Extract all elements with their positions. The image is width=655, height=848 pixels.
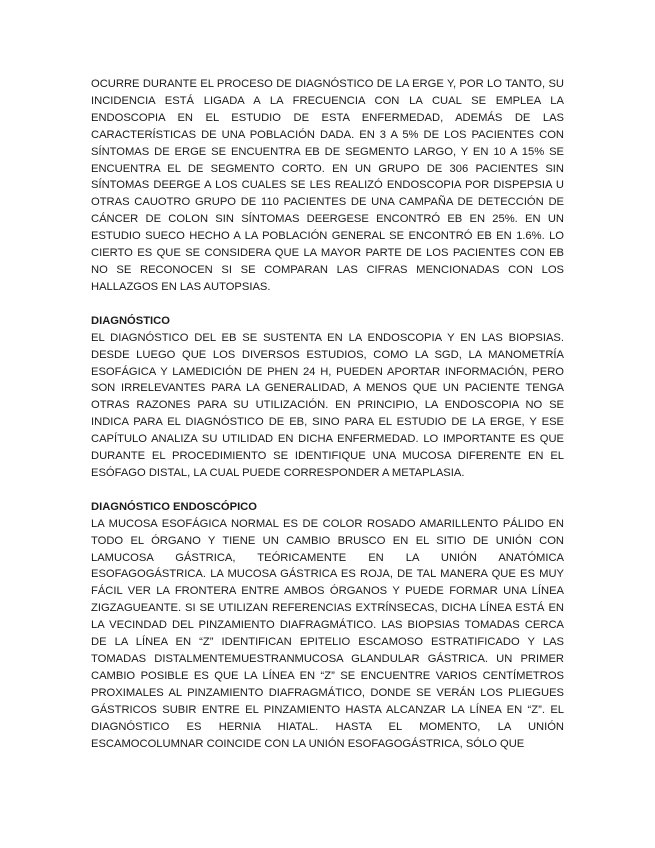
body-paragraph-endoscopico: LA MUCOSA ESOFÁGICA NORMAL ES DE COLOR ROSADO AMARILLENTO PÁLIDO EN TODO EL ÓRGANO Y TIENE UN CAMBIO BRUSCO EN EL SITIO DE UNIÓN CON LAMUCOSA GÁSTRICA, TEÓRICAMENTE EN LA UNIÓN ANATÓMICA ESOFAGOGÁSTRICA. LA MUCOSA GÁSTRICA ES ROJA, DE TAL MANERA QUE ES MUY FÁCIL VER LA FRONTERA ENTRE AMBOS ÓRGANOS Y PUEDE FORMAR UNA LÍNEA ZIGZAGUEANTE. SI SE UTILIZAN REFERENCIAS EXTRÍNSECAS, DICHA LÍNEA ESTÁ EN LA VECINDAD DEL PINZAMIENTO DIAFRAGMÁTICO. LAS BIOPSIAS TOMADAS CERCA DE LA LÍNEA EN “Z” IDENTIFICAN EPITELIO ESCAMOSO ESTRATIFICADO Y LAS TOMADAS DISTALMENTEMUESTRANMUCOSA GLANDULAR GÁSTRICA. UN PRIMER CAMBIO POSIBLE ES QUE LA LÍNEA EN “Z” SE ENCUENTRE VARIOS CENTÍMETROS PROXIMALES AL PINZAMIENTO DIAFRAGMÁTICO, DONDE SE VERÁN LOS PLIEGUES GÁSTRICOS SUBIR ENTRE EL PINZAMIENTO HASTA ALCANZAR LA LÍNEA EN “Z”. EL DIAGNÓSTICO ES HERNIA HIATAL. HASTA EL MOMENTO, LA UNIÓN ESCAMOCOLUMNAR COINCIDE CON LA UNIÓN ESOFAGOGÁSTRICA, SÓLO QUE: [91, 517, 564, 750]
section-heading-diagnostico: DIAGNÓSTICO: [91, 314, 170, 327]
body-paragraph-diagnostico: EL DIAGNÓSTICO DEL EB SE SUSTENTA EN LA ENDOSCOPIA Y EN LAS BIOPSIAS. DESDE LUEGO QUE LOS DIVERSOS ESTUDIOS, COMO LA SGD, LA MANOMETRÍA ESOFÁGICA Y LAMEDICIÓN DE PHEN 24 H, PUEDEN APORTAR INFORMACIÓN, PERO SON IRRELEVANTES PARA LA GENERALIDAD, A MENOS QUE UN PACIENTE TENGA OTRAS RAZONES PARA SU UTILIZACIÓN. EN PRINCIPIO, LA ENDOSCOPIA NO SE INDICA PARA EL DIAGNÓSTICO DE EB, SINO PARA EL ESTUDIO DE LA ERGE, Y ESE CAPÍTULO ANALIZA SU UTILIDAD EN DICHA ENFERMEDAD. LO IMPORTANTE ES QUE DURANTE EL PROCEDIMIENTO SE IDENTIFIQUE UNA MUCOSA DIFERENTE EN EL ESÓFAGO DISTAL, LA CUAL PUEDE CORRESPONDER A METAPLASIA.: [91, 331, 564, 479]
body-paragraph-incidence: OCURRE DURANTE EL PROCESO DE DIAGNÓSTICO DE LA ERGE Y, POR LO TANTO, SU INCIDENCIA ESTÁ LIGADA A LA FRECUENCIA CON LA CUAL SE EMPLEA LA ENDOSCOPIA EN EL ESTUDIO DE ESTA ENFERMEDAD, ADEMÁS DE LAS CARACTERÍSTICAS DE UNA POBLACIÓN DADA. EN 3 A 5% DE LOS PACIENTES CON SÍNTOMAS DE ERGE SE ENCUENTRA EB DE SEGMENTO LARGO, Y EN 10 A 15% SE ENCUENTRA EL DE SEGMENTO CORTO. EN UN GRUPO DE 306 PACIENTES SIN SÍNTOMAS DEERGE A LOS CUALES SE LES REALIZÓ ENDOSCOPIA POR DISPEPSIA U OTRAS CAUOTRO GRUPO DE 110 PACIENTES DE UNA CAMPAÑA DE DETECCIÓN DE CÁNCER DE COLON SIN SÍNTOMAS DEERGESE ENCONTRÓ EB EN 25%. EN UN ESTUDIO SUECO HECHO A LA POBLACIÓN GENERAL SE ENCONTRÓ EB EN 1.6%. LO CIERTO ES QUE SE CONSIDERA QUE LA MAYOR PARTE DE LOS PACIENTES CON EB NO SE RECONOCEN SI SE COMPARAN LAS CIFRAS MENCIONADAS CON LOS HALLAZGOS EN LAS AUTOPSIAS.: [91, 78, 564, 293]
section-heading-diagnostico-endoscopico: DIAGNÓSTICO ENDOSCÓPICO: [91, 500, 257, 513]
document-page: [91, 76, 564, 752]
